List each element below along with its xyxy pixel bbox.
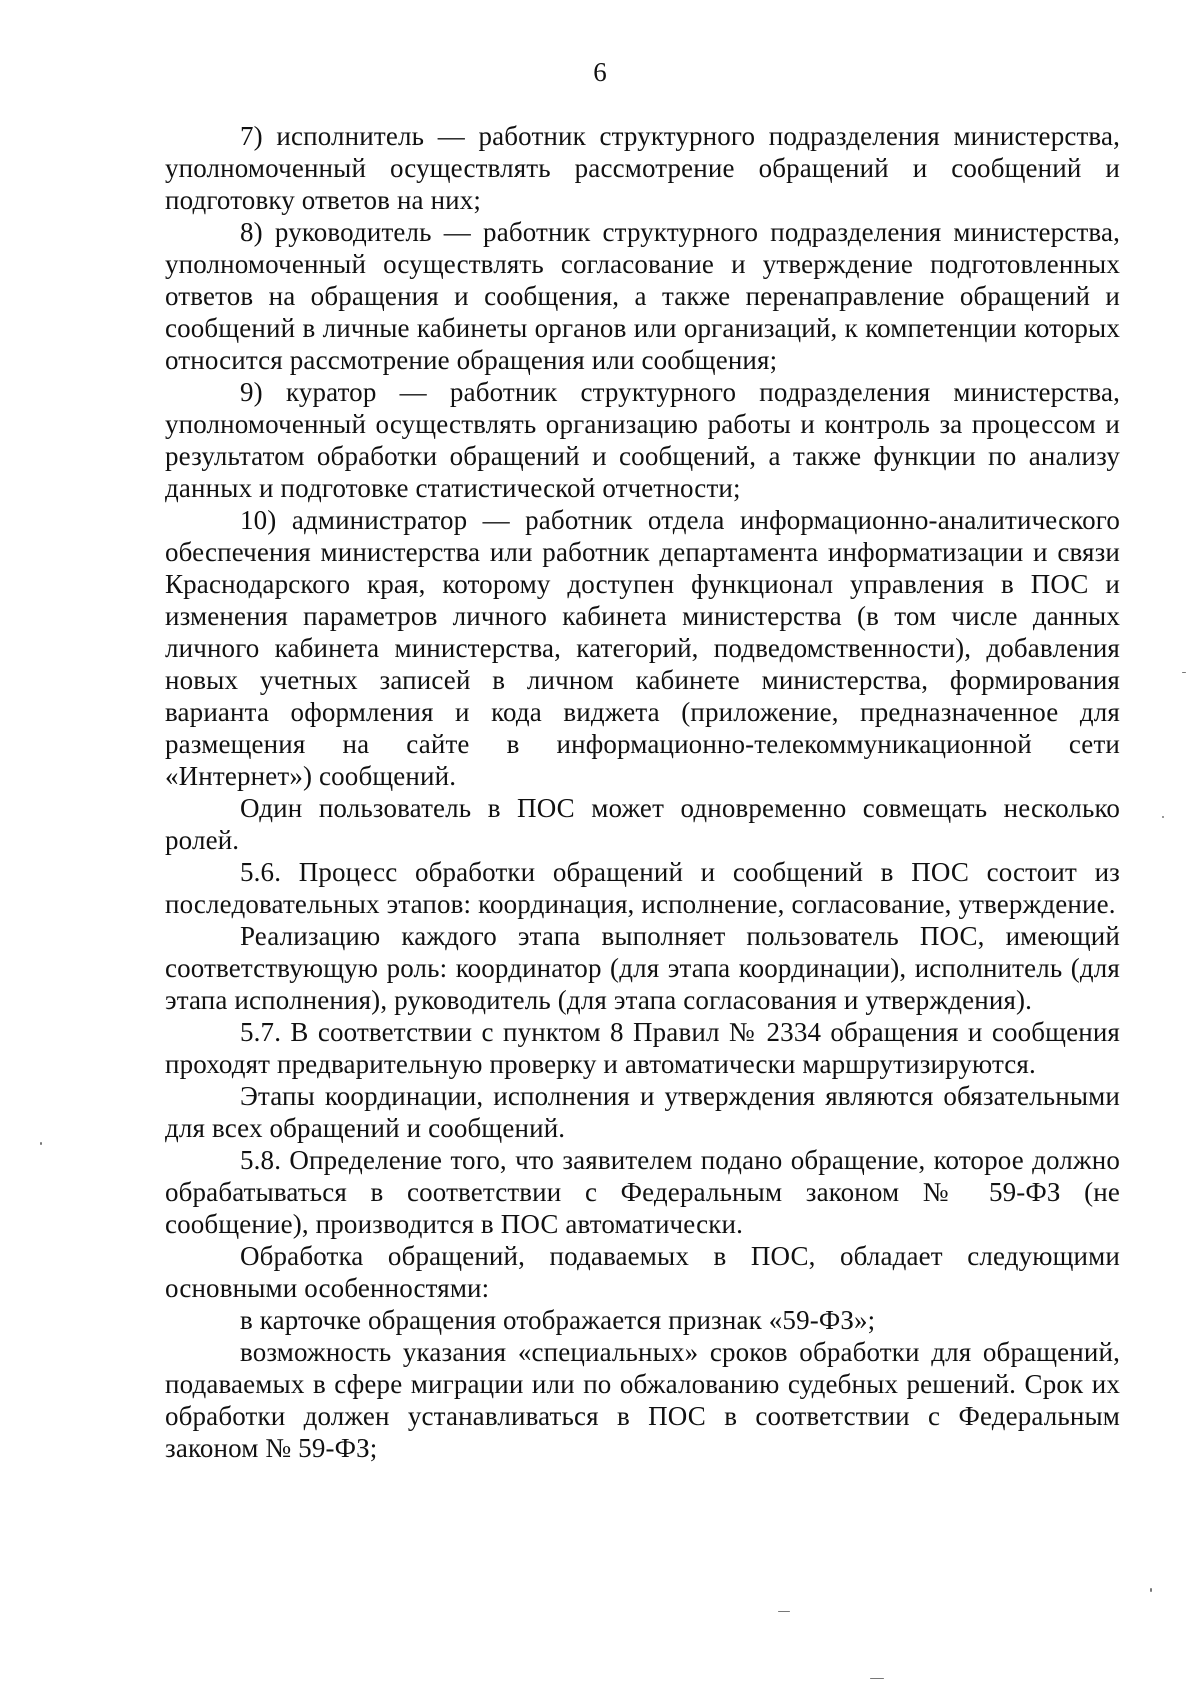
paragraph-feature-special-terms: возможность указания «специальных» сроков обработки для обращений, подаваемых в сфере миграции или по обжалованию судебных решений. Срок их обработки должен устанавливаться в ПОС в соответствии с Федеральным законом № 59-ФЗ; [165,1337,1120,1463]
scan-speck [778,1611,790,1612]
paragraph-5-7: 5.7. В соответствии с пунктом 8 Правил № 2334 обращения и сообщения проходят предварительную проверку и автоматически маршрутизируются. [165,1017,1120,1079]
scan-speck [1162,816,1164,818]
paragraph-manager: 8) руководитель — работник структурного подразделения министерства, уполномоченный осуществлять согласование и утверждение подготовленных ответов на обращения и сообщения, а также перенаправление обращений и сообщений в личные кабинеты органов или организаций, к компетенции которых относится рассмотрение обращения или сообщения; [165,217,1120,375]
scan-speck [40,1142,42,1145]
page-number: 6 [593,57,607,87]
scan-speck [870,1678,884,1679]
document-body [165,120,1120,1464]
paragraph-roles-combined: Один пользователь в ПОС может одновременно совмещать несколько ролей. [165,793,1120,855]
paragraph-stage-implementation: Реализацию каждого этапа выполняет пользователь ПОС, имеющий соответствующую роль: координатор (для этапа координации), исполнитель (для этапа исполнения), руководитель (для этапа согласования и утверждения). [165,921,1120,1015]
paragraph-features-intro: Обработка обращений, подаваемых в ПОС, обладает следующими основными особенностями: [165,1241,1120,1303]
paragraph-mandatory-stages: Этапы координации, исполнения и утверждения являются обязательными для всех обращений и сообщений. [165,1081,1120,1143]
paragraph-5-8: 5.8. Определение того, что заявителем подано обращение, которое должно обрабатываться в соответствии с Федеральным законом № 59-ФЗ (не сообщение), производится в ПОС автоматически. [165,1145,1120,1239]
scan-speck [1182,672,1186,673]
paragraph-5-6: 5.6. Процесс обработки обращений и сообщений в ПОС состоит из последовательных этапов: координация, исполнение, согласование, утверждение. [165,857,1120,919]
paragraph-feature-59fz-flag: в карточке обращения отображается признак «59-ФЗ»; [240,1305,876,1335]
paragraph-curator: 9) куратор — работник структурного подразделения министерства, уполномоченный осуществлять организацию работы и контроль за процессом и результатом обработки обращений и сообщений, а также функции по анализу данных и подготовке статистической отчетности; [165,377,1120,503]
paragraph-executor: 7) исполнитель — работник структурного подразделения министерства, уполномоченный осуществлять рассмотрение обращений и сообщений и подготовку ответов на них; [165,121,1120,215]
paragraph-administrator: 10) администратор — работник отдела информационно-аналитического обеспечения министерства или работник департамента информатизации и связи Краснодарского края, которому доступен функционал управления в ПОС и изменения параметров личного кабинета министерства (в том числе данных личного кабинета министерства, категорий, подведомственности), добавления новых учетных записей в личном кабинете министерства, формирования варианта оформления и кода виджета (приложение, предназначенное для размещения на сайте в информационно-телекоммуникационной сети «Интернет») сообщений. [165,505,1120,791]
scan-speck [1150,1588,1152,1592]
